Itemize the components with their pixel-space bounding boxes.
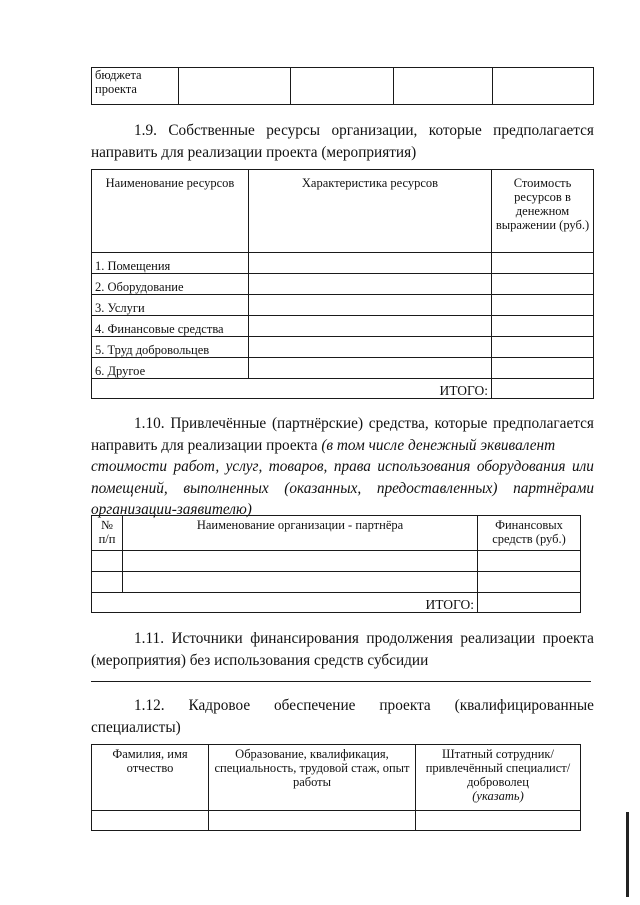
- table-row: [92, 358, 594, 379]
- table-row: [92, 551, 581, 572]
- own-resources-table: [91, 169, 594, 399]
- table-row: [92, 337, 594, 358]
- col-header-resource-cost: Стоимость ресурсов в денежном выражении (руб.): [492, 170, 594, 253]
- resource-row-label: 6. Другое: [92, 358, 249, 379]
- resource-row-label: 2. Оборудование: [92, 274, 249, 295]
- total-label: ИТОГО:: [92, 593, 478, 613]
- col-header-full-name: Фамилия, имя отчество: [92, 745, 209, 811]
- col-header-education: Образование, квалификация, специальность, трудовой стаж, опыт работы: [209, 745, 416, 811]
- section-1-10-heading: 1.10. Привлечённые (партнёрские) средства, которые предполагается направить для реализации проекта (в том числе денежный эквивалент стоимости работ, услуг, товаров, права использования оборудования или помещений, выполненных (оказанных, предоставленных) партнёрами организации-заявителю): [91, 415, 594, 518]
- section-1-11-heading: 1.11. Источники финансирования продолжения реализации проекта (мероприятия) без использования средств субсидии: [91, 630, 594, 669]
- section-1-9-heading: 1.9. Собственные ресурсы организации, которые предполагается направить для реализации проекта (мероприятия): [91, 122, 594, 161]
- table-row: [92, 572, 581, 593]
- resource-row-label: 5. Труд добровольцев: [92, 337, 249, 358]
- total-row: [92, 379, 594, 399]
- budget-cell: [179, 68, 291, 105]
- staffing-table: [91, 744, 581, 831]
- budget-cell: [291, 68, 394, 105]
- total-label: ИТОГО:: [92, 379, 492, 399]
- table-row: [92, 253, 594, 274]
- answer-line: [91, 681, 591, 682]
- resource-row-label: 3. Услуги: [92, 295, 249, 316]
- col-header-resource-characteristics: Характеристика ресурсов: [249, 170, 492, 253]
- table-row: [92, 295, 594, 316]
- table-row: [92, 274, 594, 295]
- budget-cell: [394, 68, 493, 105]
- section-1-12-heading: 1.12. Кадровое обеспечение проекта (квалифицированные специалисты): [91, 697, 594, 736]
- col-header-partner-funds: Финансовых средств (руб.): [478, 516, 581, 551]
- budget-row-label: бюджета проекта: [92, 68, 179, 105]
- resource-row-label: 4. Финансовые средства: [92, 316, 249, 337]
- col-header-number: № п/п: [92, 516, 123, 551]
- specify-note: (указать): [472, 789, 524, 803]
- col-header-staff-type: Штатный сотрудник/ привлечённый специалист/ доброволец (указать): [416, 745, 581, 811]
- table-row: [92, 316, 594, 337]
- col-header-resource-name: Наименование ресурсов: [92, 170, 249, 253]
- total-row: [92, 593, 581, 613]
- budget-cell: [493, 68, 594, 105]
- col-header-partner-name: Наименование организации - партнёра: [123, 516, 478, 551]
- partner-funds-table: [91, 515, 581, 613]
- resource-row-label: 1. Помещения: [92, 253, 249, 274]
- scan-edge-mark: [626, 812, 629, 897]
- table-row: [92, 811, 581, 831]
- budget-table-fragment: [91, 67, 594, 105]
